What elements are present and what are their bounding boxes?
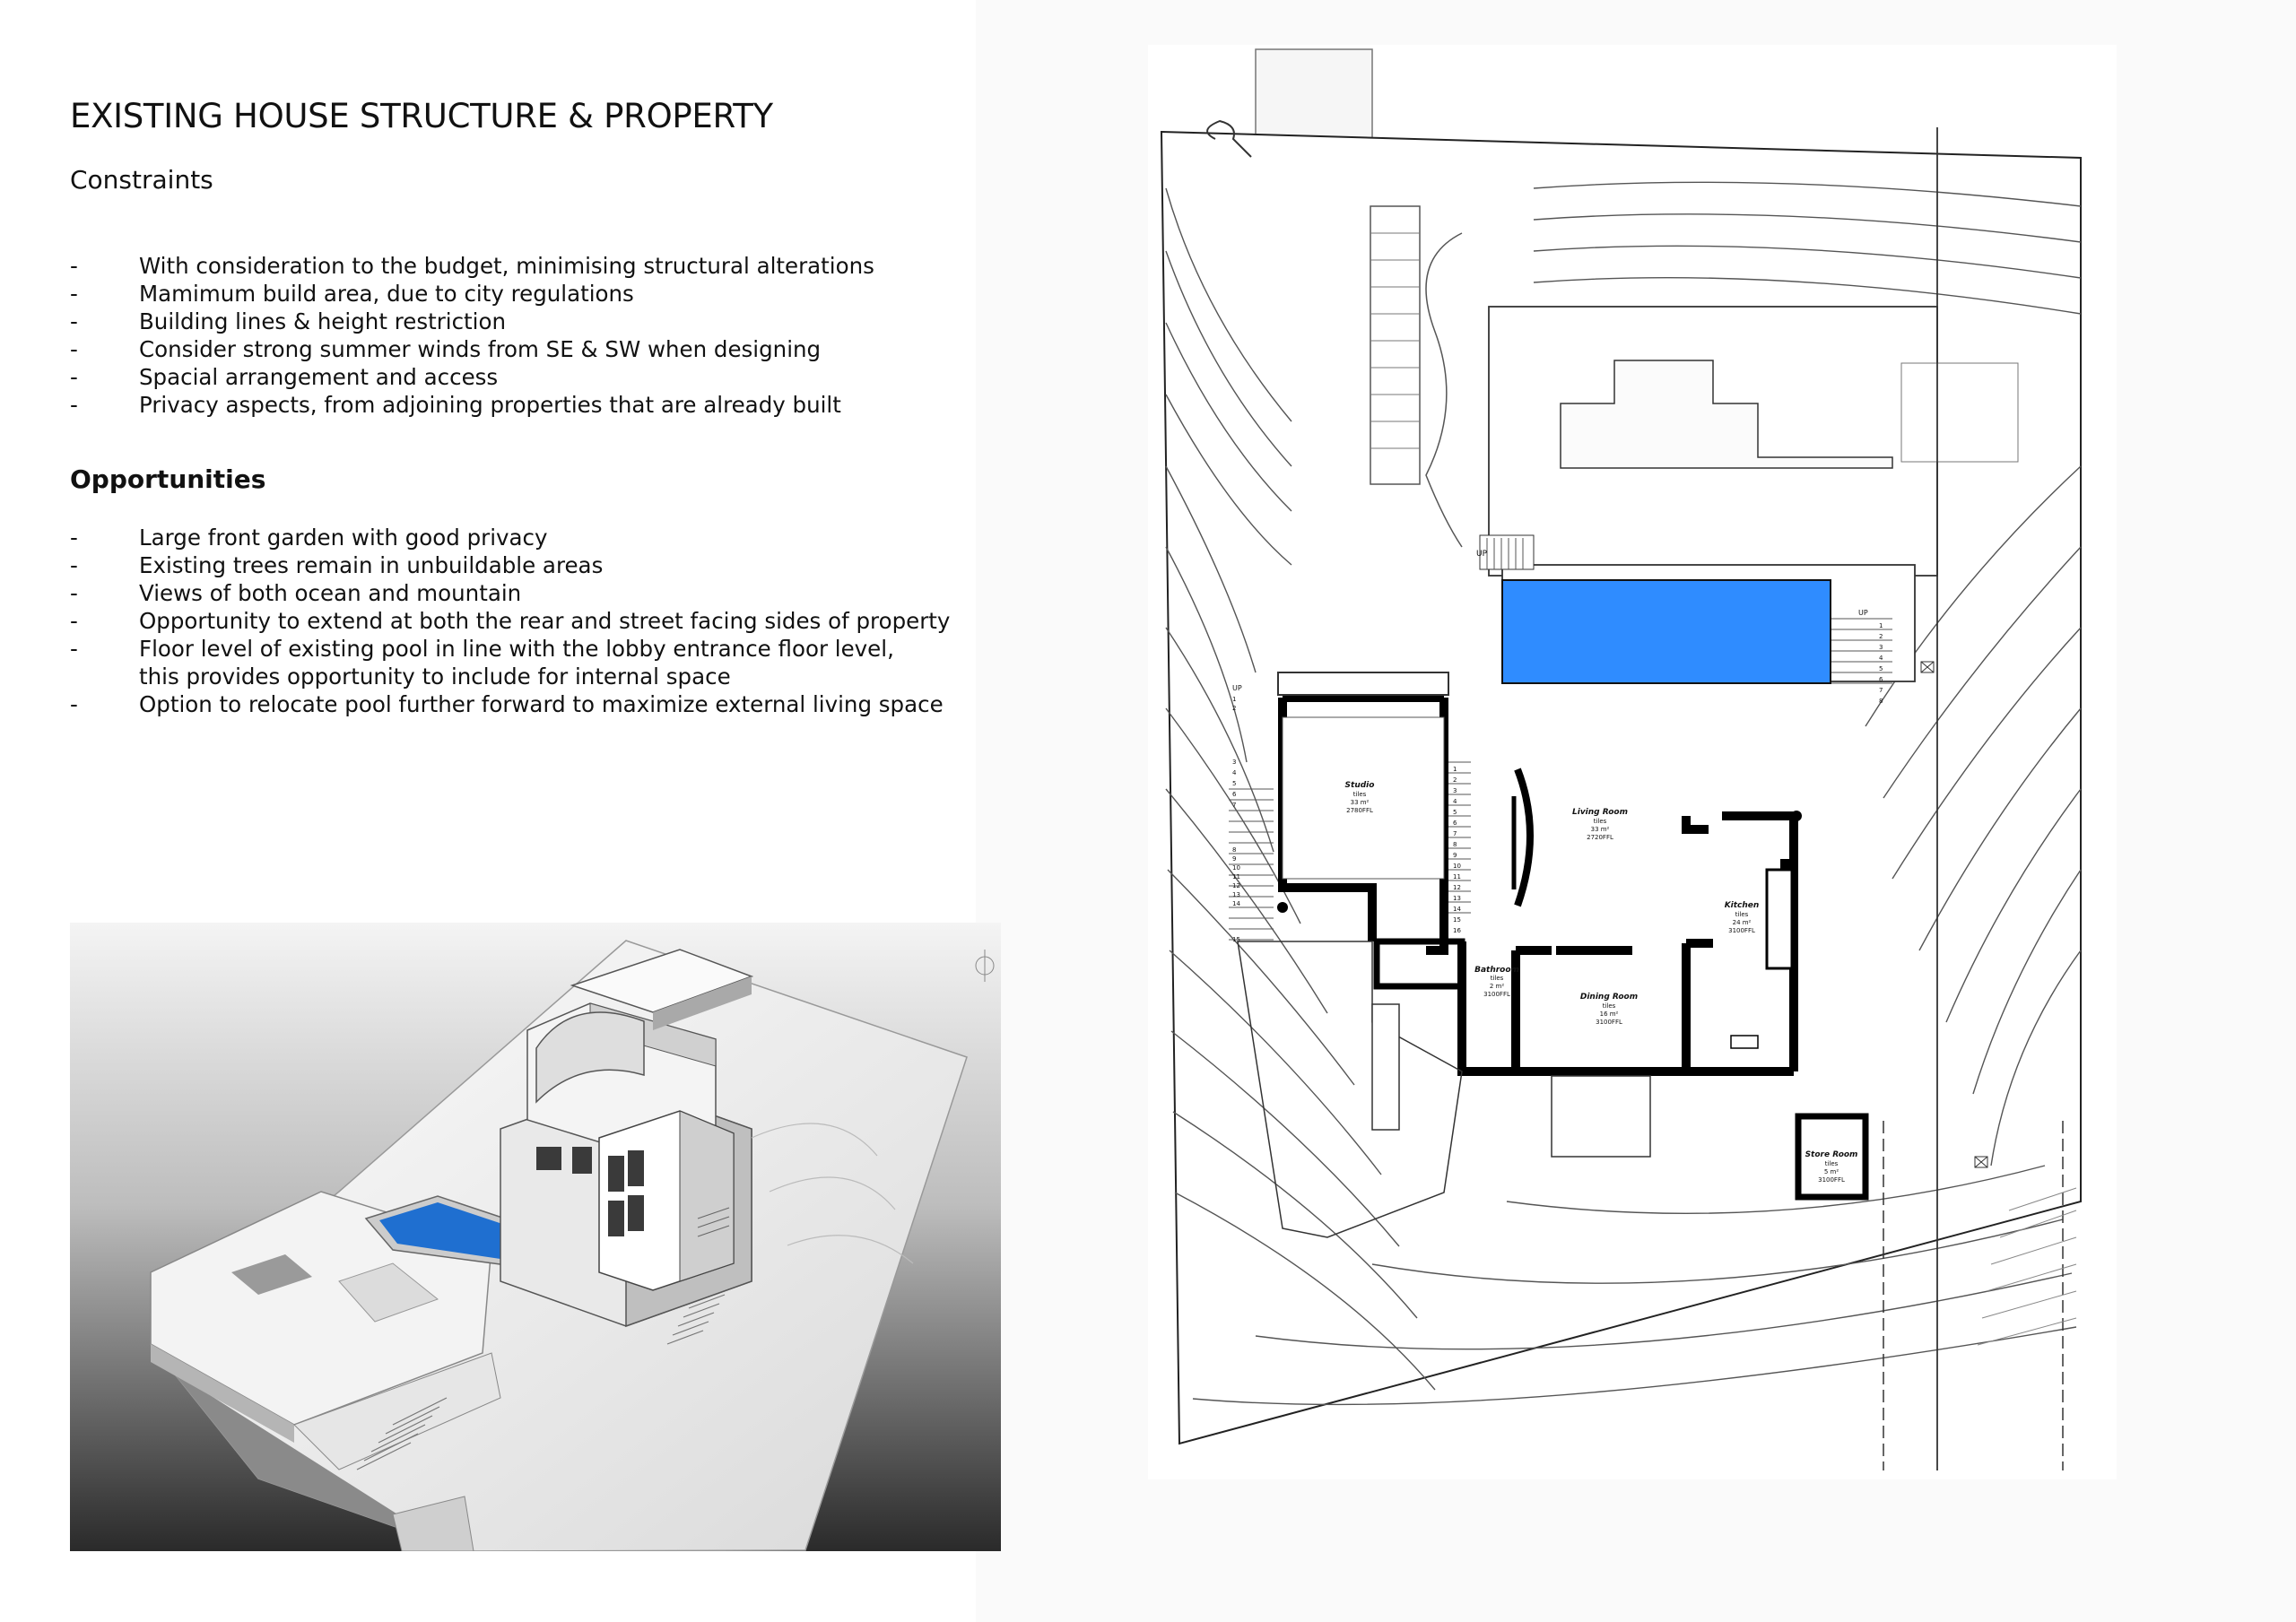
list-item: - Privacy aspects, from adjoining properties that are already built	[70, 392, 841, 418]
svg-text:14: 14	[1453, 906, 1461, 913]
svg-text:tiles: tiles	[1824, 1160, 1839, 1167]
list-item: - Mamimum build area, due to city regulations	[70, 281, 634, 307]
plan-entrance-strip	[1256, 49, 1372, 139]
svg-text:11: 11	[1453, 873, 1461, 880]
svg-text:8: 8	[1879, 698, 1883, 705]
svg-text:1: 1	[1453, 766, 1457, 773]
svg-text:5: 5	[1453, 809, 1457, 816]
svg-text:3100FFL: 3100FFL	[1818, 1176, 1845, 1184]
constraint-text: Mamimum build area, due to city regulations	[139, 281, 634, 307]
floor-plan-drawing	[1148, 45, 2117, 1479]
svg-text:14: 14	[1232, 900, 1240, 907]
opportunity-text: Large front garden with good privacy	[139, 525, 548, 551]
kitchen-label: Kitchen	[1724, 901, 1760, 910]
svg-text:3: 3	[1879, 644, 1883, 651]
svg-text:9: 9	[1232, 855, 1237, 863]
svg-text:tiles: tiles	[1602, 1002, 1616, 1010]
pool-stair-up-label: UP	[1476, 550, 1488, 559]
constraint-text: Spacial arrangement and access	[139, 364, 499, 390]
svg-text:tiles: tiles	[1593, 818, 1607, 825]
svg-text:8: 8	[1232, 846, 1237, 854]
floor-plan	[1148, 45, 2117, 1479]
svg-text:15: 15	[1453, 916, 1461, 924]
svg-text:tiles: tiles	[1735, 911, 1749, 918]
svg-text:2720FFL: 2720FFL	[1587, 834, 1613, 841]
svg-text:4: 4	[1453, 798, 1457, 805]
list-item: - Large front garden with good privacy	[70, 525, 548, 551]
opportunity-text: Option to relocate pool further forward to maximize external living space	[139, 691, 944, 717]
svg-text:2: 2	[1879, 633, 1883, 640]
list-item: - Views of both ocean and mountain	[70, 580, 522, 606]
svg-text:9: 9	[1453, 852, 1457, 859]
svg-text:tiles: tiles	[1490, 975, 1504, 982]
opportunities-heading: Opportunities	[70, 464, 266, 494]
svg-text:5 m²: 5 m²	[1823, 1168, 1839, 1175]
svg-text:16 m²: 16 m²	[1599, 1010, 1619, 1018]
svg-text:7: 7	[1453, 830, 1457, 837]
svg-text:8: 8	[1453, 841, 1457, 848]
list-item: - Building lines & height restriction	[70, 308, 506, 334]
svg-text:6: 6	[1879, 676, 1883, 683]
svg-text:3100FFL: 3100FFL	[1596, 1019, 1622, 1026]
bathroom-label: Bathroom	[1474, 966, 1519, 975]
list-item: - Opportunity to extend at both the rear and street facing sides of property	[70, 608, 951, 634]
svg-text:4: 4	[1232, 769, 1237, 776]
plan-pool	[1502, 580, 1831, 683]
svg-text:16: 16	[1453, 927, 1461, 934]
constraints-heading: Constraints	[70, 165, 213, 195]
studio-label: Studio	[1344, 781, 1375, 790]
list-item: - Consider strong summer winds from SE & SW when designing	[70, 336, 822, 362]
svg-text:2: 2	[1232, 705, 1237, 712]
list-item: - Existing trees remain in unbuildable areas	[70, 552, 604, 578]
svg-text:3100FFL: 3100FFL	[1483, 991, 1510, 998]
svg-text:3100FFL: 3100FFL	[1728, 927, 1755, 934]
svg-text:15: 15	[1232, 936, 1240, 943]
svg-text:3: 3	[1232, 759, 1237, 766]
svg-text:3: 3	[1453, 787, 1457, 794]
studio-stair-up-label: UP	[1232, 684, 1242, 692]
svg-text:12: 12	[1453, 884, 1461, 891]
svg-text:2 m²: 2 m²	[1489, 983, 1505, 990]
svg-text:10: 10	[1232, 864, 1240, 872]
svg-text:7: 7	[1879, 687, 1883, 694]
constraint-text: With consideration to the budget, minimising structural alterations	[139, 253, 874, 279]
render-image	[70, 923, 1001, 1551]
svg-text:33 m²: 33 m²	[1590, 826, 1610, 833]
list-item: - Option to relocate pool further forward to maximize external living space	[70, 691, 944, 717]
constraint-text: Privacy aspects, from adjoining properties that are already built	[139, 392, 841, 418]
svg-text:2780FFL: 2780FFL	[1346, 807, 1373, 814]
svg-text:1: 1	[1879, 622, 1883, 629]
svg-text:5: 5	[1232, 780, 1237, 787]
svg-text:2: 2	[1453, 776, 1457, 784]
svg-text:5: 5	[1879, 665, 1883, 672]
opportunity-text: Views of both ocean and mountain	[139, 580, 522, 606]
opportunity-text: Opportunity to extend at both the rear and street facing sides of property	[139, 608, 951, 634]
svg-text:tiles: tiles	[1352, 791, 1367, 798]
svg-text:24 m²: 24 m²	[1732, 919, 1752, 926]
constraint-text: Building lines & height restriction	[139, 308, 506, 334]
list-item: - Spacial arrangement and access	[70, 364, 499, 390]
svg-text:13: 13	[1232, 891, 1240, 898]
opportunity-text: Existing trees remain in unbuildable areas	[139, 552, 604, 578]
svg-text:11: 11	[1232, 873, 1240, 880]
svg-text:4: 4	[1879, 655, 1883, 662]
opportunities-list	[70, 524, 950, 718]
pool-side-up-label: UP	[1858, 609, 1868, 617]
house-3d-render	[70, 923, 1001, 1551]
svg-text:7: 7	[1232, 802, 1237, 809]
dining-room-label: Dining Room	[1579, 993, 1639, 1002]
opportunity-text: Floor level of existing pool in line with the lobby entrance floor level, this provides opportunity to include for internal space	[139, 636, 894, 690]
list-item: - With consideration to the budget, minimising structural alterations	[70, 253, 874, 279]
svg-text:6: 6	[1232, 791, 1237, 798]
svg-text:6: 6	[1453, 820, 1457, 827]
page-title: EXISTING HOUSE STRUCTURE & PROPERTY	[70, 97, 773, 135]
constraints-list	[70, 252, 874, 419]
svg-text:13: 13	[1453, 895, 1461, 902]
list-item: - Floor level of existing pool in line with the lobby entrance floor level, this provides opportunity to include for internal space	[70, 636, 894, 690]
svg-text:10: 10	[1453, 863, 1461, 870]
store-room-label: Store Room	[1805, 1150, 1858, 1159]
living-room-label: Living Room	[1572, 808, 1628, 817]
constraint-text: Consider strong summer winds from SE & SW when designing	[139, 336, 822, 362]
svg-text:33 m²: 33 m²	[1350, 799, 1370, 806]
svg-text:12: 12	[1232, 882, 1240, 889]
svg-text:1: 1	[1232, 696, 1237, 703]
